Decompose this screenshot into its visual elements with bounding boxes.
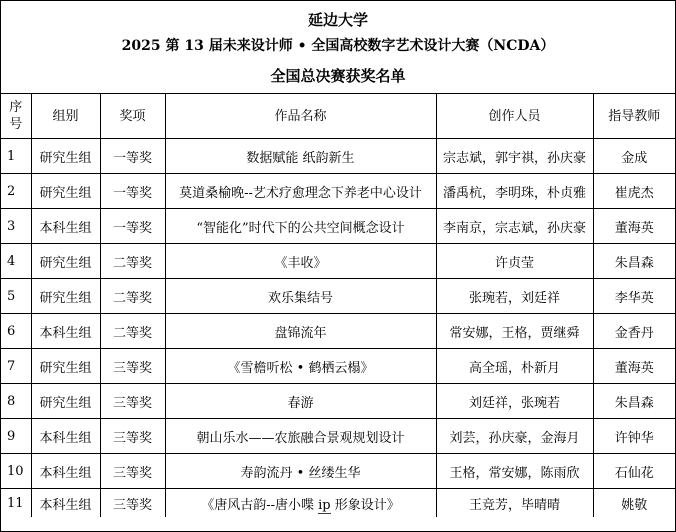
cell-no: 11: [1, 489, 31, 518]
cell-award: 一等奖: [100, 174, 165, 209]
table-row: [1, 349, 675, 384]
cell-creators: 王竞芳，毕晴晴: [436, 489, 593, 518]
cell-work: 莫道桑榆晚--艺术疗愈理念下养老中心设计: [165, 174, 436, 209]
cell-creators: 刘廷祥，张琬若: [436, 384, 593, 419]
col-header-no: [1, 94, 31, 139]
cell-award: 三等奖: [100, 349, 165, 384]
cell-work: 《雪檐听松 • 鹤栖云榻》: [165, 349, 436, 384]
competition-title: 2025 第 13 届未来设计师 • 全国高校数字艺术设计大赛（NCDA）: [121, 38, 555, 54]
table-row: [1, 279, 675, 314]
cell-award: 二等奖: [100, 244, 165, 279]
cell-work: 欢乐集结号: [165, 279, 436, 314]
col-header-award: 奖项: [100, 94, 165, 139]
cell-work-ip: ip: [318, 497, 331, 513]
cell-work: 数据赋能 纸韵新生: [165, 139, 436, 174]
cell-advisor: 金香丹: [593, 314, 675, 349]
cell-no: 3: [1, 209, 31, 244]
cell-advisor: 李华英: [593, 279, 675, 314]
cell-creators: 常安娜，王格，贾继舜: [436, 314, 593, 349]
table-row: [1, 244, 675, 279]
cell-group: 研究生组: [31, 384, 100, 419]
cell-creators: 高全瑶，朴新月: [436, 349, 593, 384]
cell-creators: 潘禹杭，李明珠，朴贞雅: [436, 174, 593, 209]
cell-advisor: 朱昌森: [593, 244, 675, 279]
cell-work-before: 《唐风古韵--唐小喋: [201, 497, 319, 513]
list-title: 全国总决赛获奖名单: [270, 67, 406, 85]
table-row: [1, 384, 675, 419]
cell-group: 研究生组: [31, 139, 100, 174]
cell-advisor: 崔虎杰: [593, 174, 675, 209]
col-header-no-bottom: 号: [9, 117, 23, 132]
cell-group: 本科生组: [31, 489, 100, 518]
cell-no: 4: [1, 244, 31, 279]
cell-advisor: 董海英: [593, 349, 675, 384]
cell-award: 三等奖: [100, 384, 165, 419]
cell-group: 研究生组: [31, 349, 100, 384]
cell-award: 三等奖: [100, 419, 165, 454]
cell-work: 朝山乐水——农旅融合景观规划设计: [165, 419, 436, 454]
cell-award: 一等奖: [100, 209, 165, 244]
cell-creators: 李南京，宗志斌，孙庆豪: [436, 209, 593, 244]
university-title: 延边大学: [307, 11, 368, 29]
col-header-group: 组别: [31, 94, 100, 139]
cell-award: 二等奖: [100, 279, 165, 314]
cell-creators: 王格，常安娜，陈雨欣: [436, 454, 593, 489]
cell-group: 本科生组: [31, 419, 100, 454]
cell-advisor: 朱昌森: [593, 384, 675, 419]
cell-group: 研究生组: [31, 279, 100, 314]
cell-group: 研究生组: [31, 244, 100, 279]
cell-work: “智能化”时代下的公共空间概念设计: [165, 209, 436, 244]
table-row: [1, 489, 675, 518]
cell-advisor: 姚敬: [593, 489, 675, 518]
cell-work: 盘锦流年: [165, 314, 436, 349]
cell-award: 二等奖: [100, 314, 165, 349]
sheet-header: [1, 1, 675, 94]
cell-work: 寿韵流丹 • 丝缕生华: [165, 454, 436, 489]
cell-advisor: 许钟华: [593, 419, 675, 454]
col-header-no-top: 序: [9, 100, 23, 115]
cell-creators: 宗志斌，郭宇祺，孙庆豪: [436, 139, 593, 174]
cell-work: 《丰收》: [165, 244, 436, 279]
cell-work: 春游: [165, 384, 436, 419]
cell-no: 8: [1, 384, 31, 419]
cell-award: 三等奖: [100, 489, 165, 518]
col-header-advisor: 指导教师: [593, 94, 675, 139]
cell-advisor: 石仙花: [593, 454, 675, 489]
cell-no: 9: [1, 419, 31, 454]
table-row: [1, 419, 675, 454]
cell-award: 三等奖: [100, 454, 165, 489]
col-header-creators: 创作人员: [436, 94, 593, 139]
table-header-row: [1, 94, 675, 139]
cell-no: 7: [1, 349, 31, 384]
cell-group: 本科生组: [31, 454, 100, 489]
cell-group: 研究生组: [31, 174, 100, 209]
cell-advisor: 金成: [593, 139, 675, 174]
cell-creators: 许贞莹: [436, 244, 593, 279]
table-row: [1, 139, 675, 174]
cell-award: 一等奖: [100, 139, 165, 174]
cell-group: 本科生组: [31, 314, 100, 349]
cell-advisor: 董海英: [593, 209, 675, 244]
cell-group: 本科生组: [31, 209, 100, 244]
cell-work-after: 形象设计》: [330, 497, 400, 513]
cell-no: 6: [1, 314, 31, 349]
cell-work: [165, 489, 436, 518]
cell-no: 1: [1, 139, 31, 174]
table-row: [1, 174, 675, 209]
cell-no: 5: [1, 279, 31, 314]
cell-no: 10: [1, 454, 31, 489]
table-row: [1, 209, 675, 244]
cell-no: 2: [1, 174, 31, 209]
award-table: [1, 94, 675, 517]
cell-creators: 张琬若，刘廷祥: [436, 279, 593, 314]
table-row: [1, 314, 675, 349]
table-row: [1, 454, 675, 489]
cell-creators: 刘芸，孙庆豪，金海月: [436, 419, 593, 454]
col-header-work: 作品名称: [165, 94, 436, 139]
